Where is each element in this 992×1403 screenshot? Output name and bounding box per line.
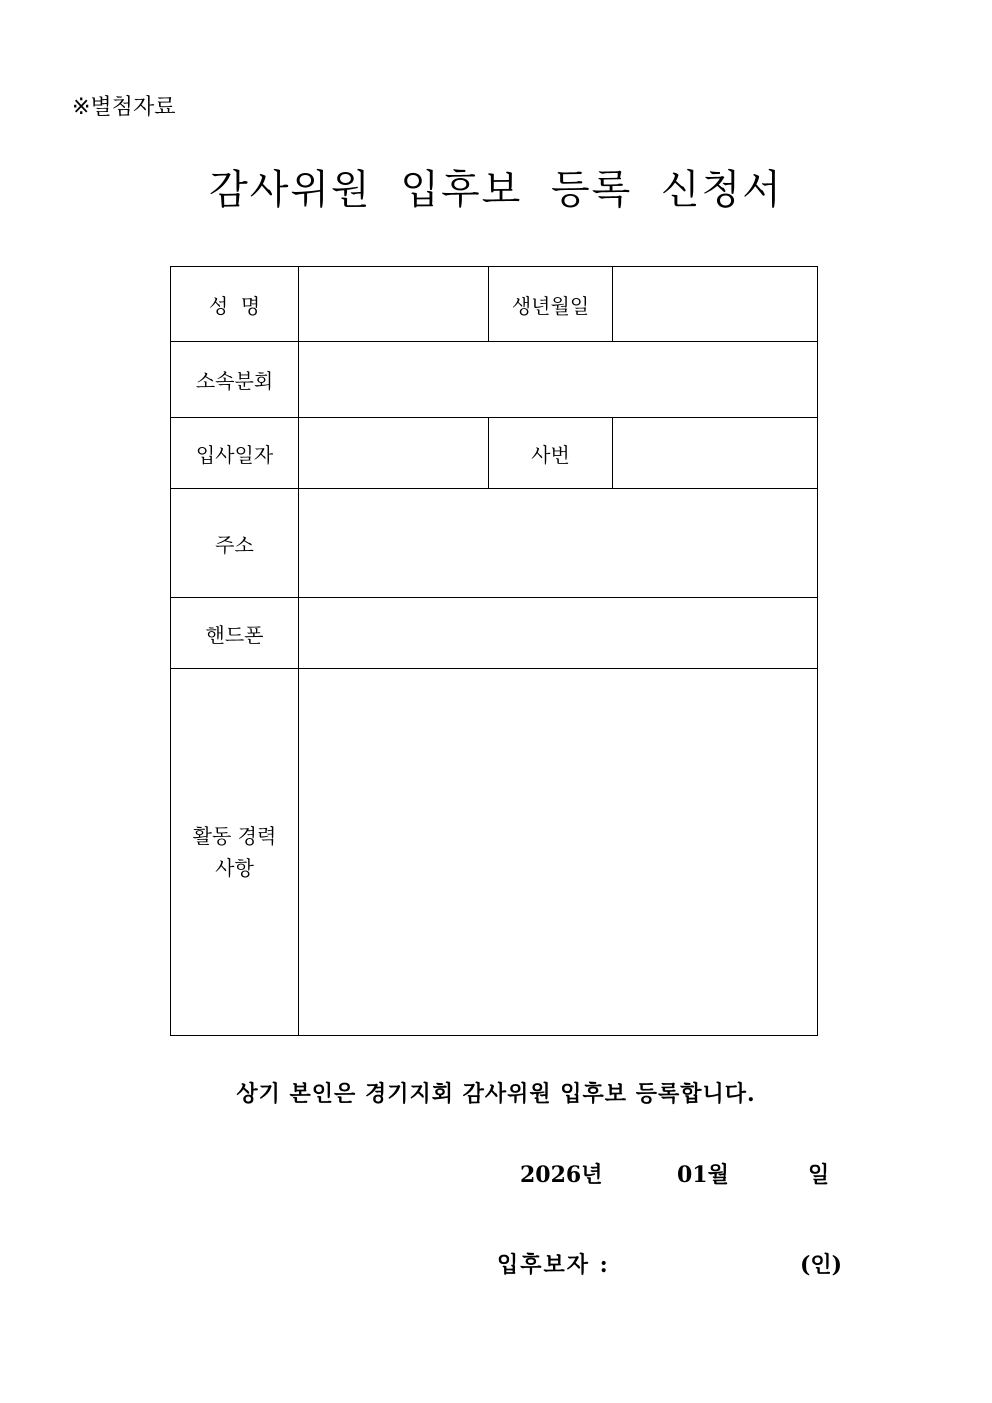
row-career xyxy=(171,669,818,1036)
applicant-label: 입후보자 : xyxy=(497,1252,610,1278)
name-label: 성 명 xyxy=(171,267,299,342)
application-form-table xyxy=(170,266,818,1036)
date-month: 01월 xyxy=(677,1162,729,1188)
employee-no-field[interactable] xyxy=(613,418,818,489)
employee-no-label: 사번 xyxy=(489,418,613,489)
hire-date-label: 입사일자 xyxy=(171,418,299,489)
declaration-text: 상기 본인은 경기지회 감사위원 입후보 등록합니다. xyxy=(236,1081,756,1107)
career-label xyxy=(171,669,299,1036)
row-hire-date xyxy=(171,418,818,489)
page-title: 감사위원 입후보 등록 신청서 xyxy=(209,167,783,213)
date-year: 2026년 xyxy=(520,1162,603,1188)
hire-date-field[interactable] xyxy=(299,418,489,489)
career-label-line1: 활동 경력 xyxy=(192,824,277,848)
branch-field[interactable] xyxy=(299,342,818,418)
attachment-label: ※별첨자료 xyxy=(72,95,176,120)
birthdate-label: 생년월일 xyxy=(489,267,613,342)
career-label-line2: 사항 xyxy=(215,856,254,880)
phone-field[interactable] xyxy=(299,598,818,669)
date-day: 일 xyxy=(808,1162,830,1188)
phone-label: 핸드폰 xyxy=(171,598,299,669)
address-label: 주소 xyxy=(171,489,299,598)
row-address xyxy=(171,489,818,598)
birthdate-field[interactable] xyxy=(613,267,818,342)
name-field[interactable] xyxy=(299,267,489,342)
row-phone xyxy=(171,598,818,669)
career-field[interactable] xyxy=(299,669,818,1036)
row-name xyxy=(171,267,818,342)
address-field[interactable] xyxy=(299,489,818,598)
row-branch xyxy=(171,342,818,418)
seal-label: (인) xyxy=(800,1252,843,1278)
branch-label: 소속분회 xyxy=(171,342,299,418)
